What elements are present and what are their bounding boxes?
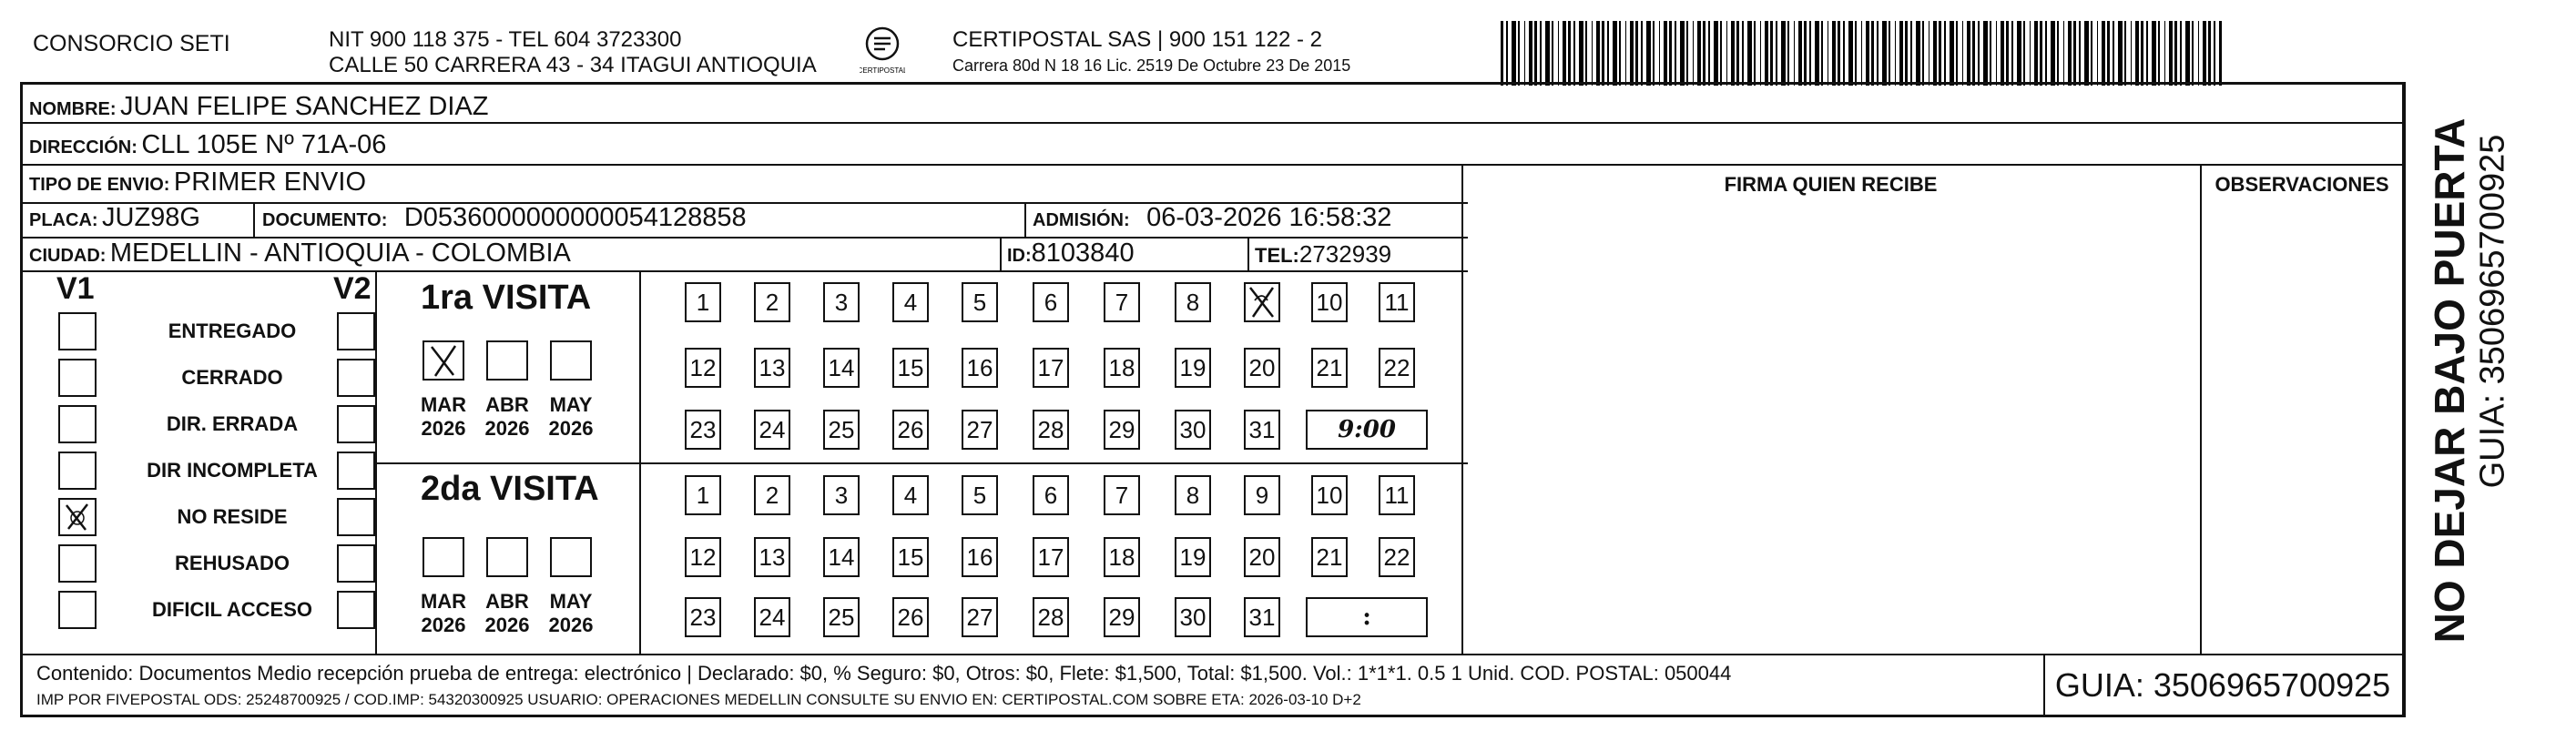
day-box[interactable]: 18 (1104, 348, 1140, 388)
day-box[interactable]: 20 (1244, 348, 1280, 388)
day-box[interactable]: 6 (1033, 282, 1069, 322)
month-checkbox-abr[interactable] (486, 340, 528, 381)
day-box[interactable]: 4 (892, 475, 929, 515)
v1-label: V1 (56, 271, 95, 306)
day-box[interactable]: 9 (1244, 475, 1280, 515)
day-box[interactable]: 28 (1033, 597, 1069, 637)
v2-checkbox[interactable] (337, 591, 375, 629)
day-box[interactable]: 21 (1311, 348, 1348, 388)
day-box[interactable]: 22 (1379, 537, 1415, 577)
day-box[interactable]: 17 (1033, 348, 1069, 388)
footer-imp: IMP POR FIVEPOSTAL ODS: 25248700925 / COD.IMP: 54320300925 USUARIO: OPERACIONES MEDELLIN CONSULTE SU ENVIO EN: CERTIPOSTAL.COM SOBRE ETA: 2026-03-10 D+2 (36, 691, 1361, 708)
second-visit-title: 2da VISITA (421, 470, 599, 508)
tipo-envio-label: TIPO DE ENVIO: (29, 175, 170, 195)
day-box[interactable]: 17 (1033, 537, 1069, 577)
admision-value: 06-03-2026 16:58:32 (1146, 203, 1392, 232)
v1-checkbox[interactable] (58, 359, 97, 397)
month-label: ABR 2026 (484, 393, 530, 440)
day-box[interactable]: 11 (1379, 282, 1415, 322)
day-box[interactable]: 5 (962, 282, 998, 322)
day-box[interactable]: 18 (1104, 537, 1140, 577)
day-box[interactable]: 12 (685, 348, 721, 388)
v1-checkbox[interactable] (58, 312, 97, 350)
no-dejar-bajo-puerta: NO DEJAR BAJO PUERTA (2426, 117, 2473, 644)
day-box[interactable]: 23 (685, 597, 721, 637)
day-box[interactable]: 3 (823, 282, 860, 322)
carrier-line: CERTIPOSTAL SAS | 900 151 122 - 2 (952, 27, 1322, 52)
v2-checkbox[interactable] (337, 544, 375, 583)
documento-value: D0536000000000054128858 (403, 203, 747, 232)
day-box[interactable]: 13 (754, 348, 790, 388)
nombre-field (29, 92, 488, 122)
day-box[interactable]: 15 (892, 537, 929, 577)
id-label: ID: (1007, 246, 1032, 266)
v1-checkbox[interactable] (58, 498, 97, 536)
day-box[interactable]: 12 (685, 537, 721, 577)
v2-checkbox[interactable] (337, 452, 375, 490)
day-box[interactable]: 30 (1175, 410, 1211, 450)
address-line: CALLE 50 CARRERA 43 - 34 ITAGUI ANTIOQUIA (329, 53, 817, 77)
day-box[interactable]: 16 (962, 537, 998, 577)
check-mark-icon (424, 342, 463, 379)
status-label: DIFICIL ACCESO (151, 598, 312, 621)
day-box[interactable]: 10 (1311, 475, 1348, 515)
day-box[interactable] (1244, 282, 1280, 322)
day-box[interactable]: 19 (1175, 537, 1211, 577)
day-box[interactable]: 14 (823, 348, 860, 388)
day-box[interactable]: 4 (892, 282, 929, 322)
day-box[interactable]: 2 (754, 282, 790, 322)
firma-label: FIRMA QUIEN RECIBE (1724, 173, 1938, 196)
month-checkbox-may[interactable] (550, 537, 592, 577)
status-label: DIR. ERRADA (166, 412, 299, 435)
v2-checkbox[interactable] (337, 312, 375, 350)
day-box[interactable]: 19 (1175, 348, 1211, 388)
month-label: MAY 2026 (548, 393, 594, 440)
day-box[interactable]: 26 (892, 410, 929, 450)
check-mark-icon (60, 500, 95, 534)
status-label: ENTREGADO (168, 320, 297, 342)
nombre-label: NOMBRE: (29, 99, 117, 119)
day-box[interactable]: 7 (1104, 475, 1140, 515)
status-label: CERRADO (181, 366, 283, 389)
first-visit-time[interactable]: 9:00 (1306, 410, 1428, 450)
footer-guia: GUIA: 3506965700925 (2054, 666, 2391, 704)
documento-label: DOCUMENTO: (262, 210, 388, 230)
tel-value: 2732939 (1298, 240, 1392, 268)
day-box[interactable]: 28 (1033, 410, 1069, 450)
ciudad-value: MEDELLIN - ANTIOQUIA - COLOMBIA (109, 239, 571, 268)
v1-checkbox[interactable] (58, 452, 97, 490)
month-label: MAR 2026 (420, 393, 467, 440)
day-box[interactable]: 21 (1311, 537, 1348, 577)
day-box[interactable]: 31 (1244, 597, 1280, 637)
v1-checkbox[interactable] (58, 544, 97, 583)
day-box[interactable]: 25 (823, 597, 860, 637)
barcode (1501, 21, 2222, 86)
month-label: MAY 2026 (548, 590, 594, 636)
day-box[interactable]: 25 (823, 410, 860, 450)
day-box[interactable]: 24 (754, 597, 790, 637)
crossed-out-day-icon (1246, 284, 1278, 320)
logo-text: CERTIPOSTAL (860, 66, 905, 75)
nit-line: NIT 900 118 375 - TEL 604 3723300 (329, 27, 682, 52)
month-label: MAR 2026 (420, 590, 467, 636)
month-checkbox-mar[interactable] (423, 537, 464, 577)
documento-field (262, 203, 747, 233)
firma-signature-area[interactable] (1464, 204, 2198, 652)
day-box[interactable]: 15 (892, 348, 929, 388)
license-line: Carrera 80d N 18 16 Lic. 2519 De Octubre 23 De 2015 (952, 56, 1351, 75)
day-box[interactable]: 3 (823, 475, 860, 515)
v1-checkbox[interactable] (58, 591, 97, 629)
status-label: DIR INCOMPLETA (147, 459, 318, 482)
day-box[interactable]: 30 (1175, 597, 1211, 637)
admision-field (1033, 203, 1391, 233)
day-box[interactable]: 22 (1379, 348, 1415, 388)
tipo-envio-value: PRIMER ENVIO (173, 167, 367, 197)
day-box[interactable]: 2 (754, 475, 790, 515)
observaciones-label: OBSERVACIONES (2215, 173, 2389, 196)
day-box[interactable]: 1 (685, 475, 721, 515)
tel-label: TEL: (1255, 244, 1299, 267)
direccion-field (29, 130, 386, 160)
id-value: 8103840 (1031, 239, 1135, 268)
day-box[interactable]: 8 (1175, 475, 1211, 515)
tel-field (1255, 240, 1391, 269)
month-checkbox-may[interactable] (550, 340, 592, 381)
guia-vertical: GUIA: 3506965700925 (2473, 134, 2512, 489)
day-box[interactable]: 26 (892, 597, 929, 637)
month-checkbox-mar[interactable] (423, 340, 464, 381)
admision-label: ADMISIÓN: (1033, 210, 1130, 230)
day-box[interactable]: 16 (962, 348, 998, 388)
placa-field (29, 203, 200, 233)
day-box[interactable]: 27 (962, 597, 998, 637)
v2-checkbox[interactable] (337, 405, 375, 443)
day-box[interactable]: 23 (685, 410, 721, 450)
placa-label: PLACA: (29, 210, 98, 230)
month-label: ABR 2026 (484, 590, 530, 636)
v1-checkbox[interactable] (58, 405, 97, 443)
id-field (1007, 239, 1135, 269)
day-box[interactable]: 29 (1104, 410, 1140, 450)
direccion-label: DIRECCIÓN: (29, 137, 137, 157)
day-box[interactable]: 14 (823, 537, 860, 577)
day-box[interactable]: 10 (1311, 282, 1348, 322)
observaciones-area[interactable] (2203, 204, 2401, 652)
day-box[interactable]: 11 (1379, 475, 1415, 515)
nombre-value: JUAN FELIPE SANCHEZ DIAZ (120, 92, 489, 121)
day-box[interactable]: 5 (962, 475, 998, 515)
v2-checkbox[interactable] (337, 498, 375, 536)
day-box[interactable]: 13 (754, 537, 790, 577)
day-box[interactable]: 8 (1175, 282, 1211, 322)
placa-value: JUZ98G (102, 203, 200, 232)
day-box[interactable]: 20 (1244, 537, 1280, 577)
status-label: NO RESIDE (177, 505, 288, 528)
day-box[interactable]: 6 (1033, 475, 1069, 515)
second-visit-time[interactable]: : (1306, 597, 1428, 637)
first-visit-title: 1ra VISITA (421, 279, 592, 317)
day-box[interactable]: 27 (962, 410, 998, 450)
month-checkbox-abr[interactable] (486, 537, 528, 577)
day-box[interactable]: 31 (1244, 410, 1280, 450)
ciudad-field (29, 239, 571, 269)
footer-contenido: Contenido: Documentos Medio recepción prueba de entrega: electrónico | Declarado: $0, % Seguro: $0, Otros: $0, Flete: $1,500, Total: $1,500. Vol.: 1*1*1. 0.5 1 Unid. COD. POSTAL: 050044 (36, 662, 1732, 685)
ciudad-label: CIUDAD: (29, 246, 107, 266)
direccion-value: CLL 105E Nº 71A-06 (141, 130, 387, 159)
day-box[interactable]: 24 (754, 410, 790, 450)
v2-checkbox[interactable] (337, 359, 375, 397)
status-label: REHUSADO (175, 552, 290, 574)
day-box[interactable]: 1 (685, 282, 721, 322)
company-name: CONSORCIO SETI (33, 31, 230, 56)
v2-label: V2 (333, 271, 372, 306)
certipostal-logo (860, 25, 905, 76)
day-box[interactable]: 29 (1104, 597, 1140, 637)
tipo-envio-field (29, 167, 366, 198)
day-box[interactable]: 7 (1104, 282, 1140, 322)
